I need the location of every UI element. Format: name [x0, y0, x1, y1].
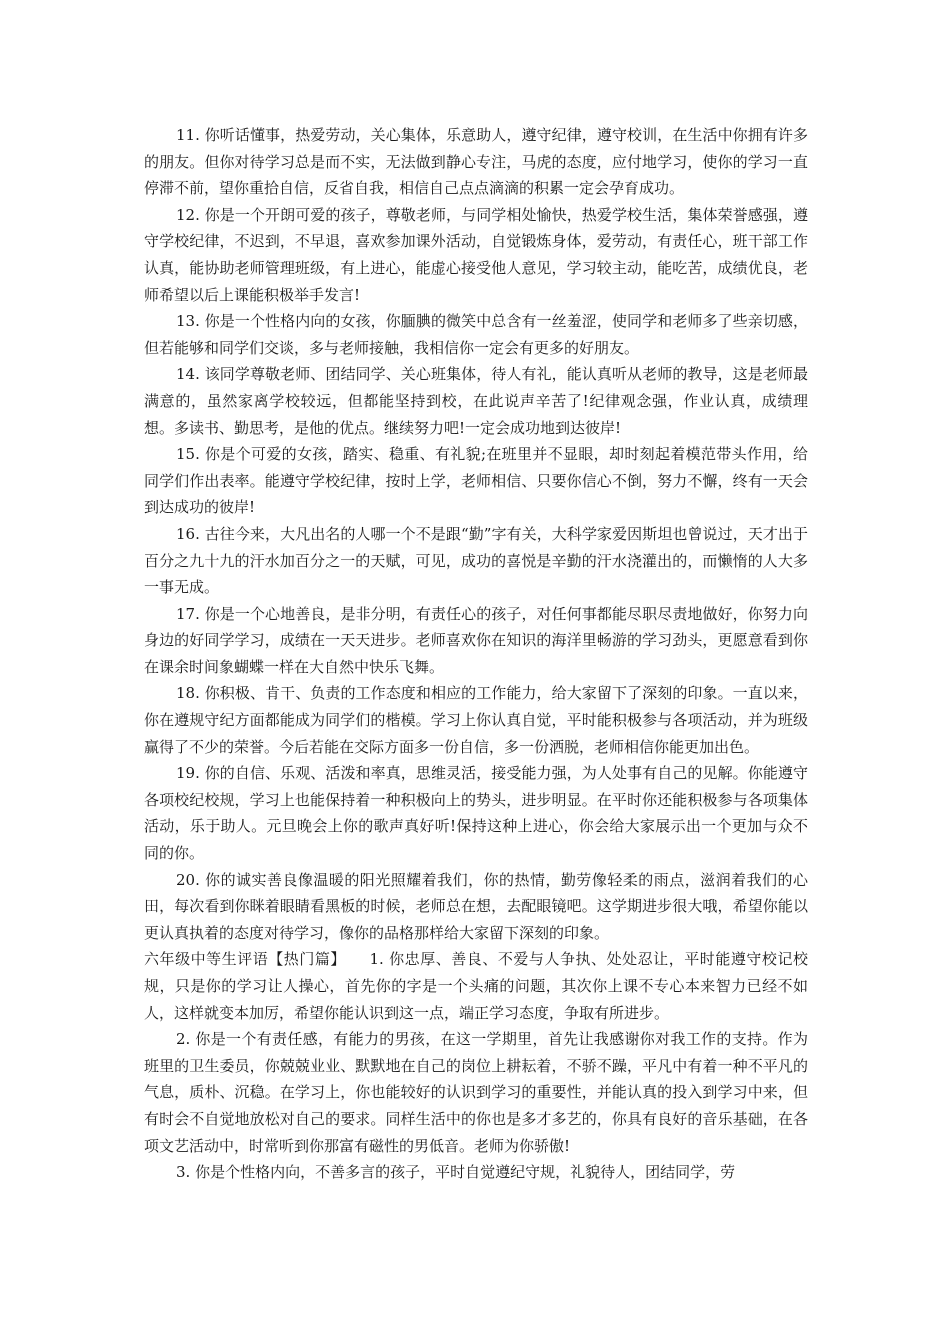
section-intro-paragraph [144, 946, 808, 1026]
section-comment-3: 3. 你是个性格内向，不善多言的孩子，平时自觉遵纪守规，礼貌待人，团结同学，劳 [176, 1163, 736, 1182]
comment-paragraph-18: 18. 你积极、肯干、负责的工作态度和相应的工作能力，给大家留下了深刻的印象。一直以来，你在遵规守纪方面都能成为同学们的楷模。学习上你认真自觉，平时能积极参与各项活动，并为班级赢得了不少的荣誉。今后若能在交际方面多一份自信，多一份洒脱，老师相信你能更加出色。 [144, 684, 808, 756]
comment-paragraph-12: 12. 你是一个开朗可爱的孩子，尊敬老师，与同学相处愉快，热爱学校生活，集体荣誉感强，遵守学校纪律，不迟到，不早退，喜欢参加课外活动，自觉锻炼身体，爱劳动，有责任心，班干部工作认真，能协助老师管理班级，有上进心，能虚心接受他人意见，学习较主动，能吃苦，成绩优良，老师希望以后上课能积极举手发言! [144, 205, 808, 304]
comment-paragraph-13: 13. 你是一个性格内向的女孩，你腼腆的微笑中总含有一丝羞涩，使同学和老师多了些亲切感，但若能够和同学们交谈，多与老师接触，我相信你一定会有更多的好朋友。 [144, 312, 808, 357]
section-comment-1: 1. 你忠厚、善良、不爱与人争执、处处忍让，平时能遵守校记校规，只是你的学习让人操心，首先你的字是一个头痛的问题，其次你上课不专心本来智力已经不如人，这样就变本加厉，希望你能认识到这一点，端正学习态度，争取有所进步。 [144, 950, 808, 1022]
comment-paragraph-17: 17. 你是一个心地善良，是非分明，有责任心的孩子，对任何事都能尽职尽责地做好，你努力向身边的好同学学习，成绩在一天天进步。老师喜欢你在知识的海洋里畅游的学习劲头，更愿意看到你在课余时间象蝴蝶一样在大自然中快乐飞舞。 [144, 604, 808, 676]
section-heading: 六年级中等生评语【热门篇】 [144, 950, 339, 969]
comment-paragraph-19: 19. 你的自信、乐观、活泼和率真，思维灵活，接受能力强，为人处事有自己的见解。你能遵守各项校纪校规，学习上也能保持着一种积极向上的势头，进步明显。在平时你还能积极参与各项集体活动，乐于助人。元旦晚会上你的歌声真好听!保持这种上进心，你会给大家展示出一个更加与众不同的你。 [144, 764, 808, 863]
comment-paragraph-11: 11. 你听话懂事，热爱劳动，关心集体，乐意助人，遵守纪律，遵守校训，在生活中你拥有许多的朋友。但你对待学习总是而不实，无法做到静心专注，马虎的态度，应付地学习，使你的学习一直停滞不前，望你重拾自信，反省自我，相信自己点点滴滴的积累一定会孕育成功。 [144, 126, 808, 198]
comment-paragraph-20: 20. 你的诚实善良像温暖的阳光照耀着我们，你的热情，勤劳像轻柔的雨点，滋润着我们的心田，每次看到你眯着眼睛看黑板的时候，老师总在想，去配眼镜吧。这学期进步很大哦，希望你能以更认真执着的态度对待学习，像你的品格那样给大家留下深刻的印象。 [144, 870, 808, 942]
section-comment-2: 2. 你是一个有责任感，有能力的男孩，在这一学期里，首先让我感谢你对我工作的支持。作为班里的卫生委员，你兢兢业业、默默地在自己的岗位上耕耘着，不骄不躁，平凡中有着一种不平凡的气息，质朴、沉稳。在学习上，你也能较好的认识到学习的重要性，并能认真的投入到学习中来，但有时会不自觉地放松对自己的要求。同样生活中的你也是多才多艺的，你具有良好的音乐基础，在各项文艺活动中，时常听到你那富有磁性的男低音。老师为你骄傲! [144, 1030, 808, 1155]
comment-paragraph-16: 16. 古往今来，大凡出名的人哪一个不是跟“勤”字有关，大科学家爱因斯坦也曾说过，天才出于百分之九十九的汗水加百分之一的天赋，可见，成功的喜悦是辛勤的汗水浇灌出的，而懒惰的人大多一事无成。 [144, 524, 808, 597]
comment-paragraph-15: 15. 你是个可爱的女孩，踏实、稳重、有礼貌;在班里并不显眼，却时刻起着模范带头作用，给同学们作出表率。能遵守学校纪律，按时上学，老师相信、只要你信心不倒，努力不懈，终有一天会到达成功的彼岸! [144, 445, 808, 517]
comment-paragraph-14: 14. 该同学尊敬老师、团结同学、关心班集体，待人有礼，能认真听从老师的教导，这是老师最满意的，虽然家离学校较远，但都能坚持到校，在此说声辛苦了!纪律观念强，作业认真，成绩理想。多读书、勤思考，是他的优点。继续努力吧!一定会成功地到达彼岸! [144, 365, 808, 437]
document-body [144, 122, 808, 1186]
section-heading-gap [338, 950, 369, 968]
